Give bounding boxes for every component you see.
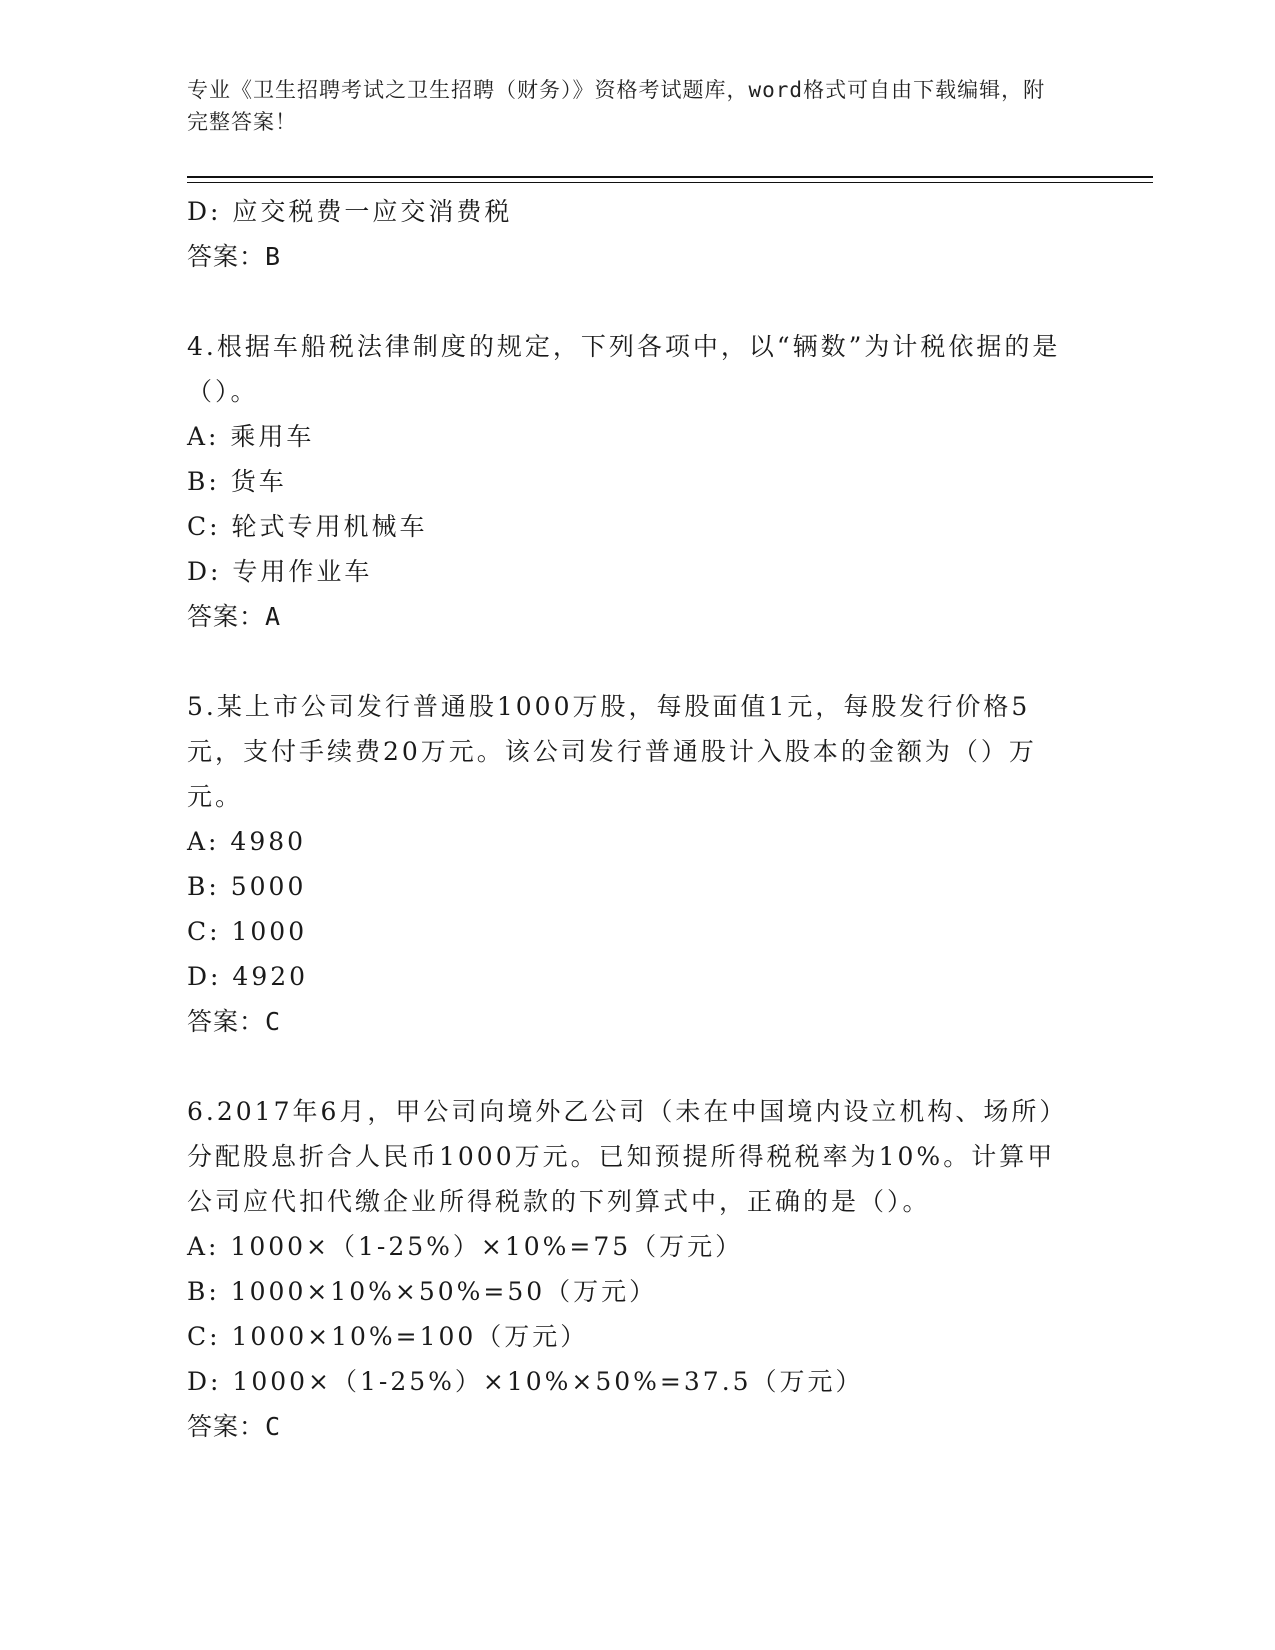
question-5 (187, 684, 1087, 1044)
option-a: A: 1000×（1-25%）×10%=75（万元） (187, 1232, 744, 1261)
question-text: 4.根据车船税法律制度的规定，下列各项中，以“辆数”为计税依据的是（）。 (187, 332, 1061, 406)
option-c: C: 1000×10%=100（万元） (187, 1322, 589, 1351)
option-b: B: 1000×10%×50%=50（万元） (187, 1277, 658, 1306)
option-c: C: 轮式专用机械车 (187, 512, 428, 541)
question-4 (187, 324, 1087, 639)
question-text: 5.某上市公司发行普通股1000万股，每股面值1元，每股发行价格5元，支付手续费20万元。该公司发行普通股计入股本的金额为（）万元。 (187, 692, 1037, 811)
option-a: A: 4980 (187, 827, 307, 856)
answer: 答案：C (187, 1007, 282, 1036)
option-b: B: 5000 (187, 872, 307, 901)
header-rule-thick (187, 176, 1153, 178)
answer: 答案：C (187, 1412, 282, 1441)
option-d: D: 1000×（1-25%）×10%×50%=37.5（万元） (187, 1367, 864, 1396)
answer: 答案：B (187, 242, 282, 271)
question-content (187, 189, 1087, 1449)
question-text: 6.2017年6月，甲公司向境外乙公司（未在中国境内设立机构、场所）分配股息折合人民币1000万元。已知预提所得税税率为10%。计算甲公司应代扣代缴企业所得税款的下列算式中，正确的是（）。 (187, 1097, 1056, 1216)
answer: 答案：A (187, 602, 282, 631)
option-d: D: 应交税费一应交消费税 (187, 197, 513, 226)
header-rule-thin (187, 182, 1153, 183)
option-d: D: 4920 (187, 962, 309, 991)
question-6 (187, 1089, 1087, 1449)
option-c: C: 1000 (187, 917, 308, 946)
page-header: 专业《卫生招聘考试之卫生招聘（财务）》资格考试题库，word格式可自由下载编辑，附完整答案！ (187, 78, 1046, 134)
option-b: B: 货车 (187, 467, 287, 496)
option-a: A: 乘用车 (187, 422, 315, 451)
option-d: D: 专用作业车 (187, 557, 373, 586)
